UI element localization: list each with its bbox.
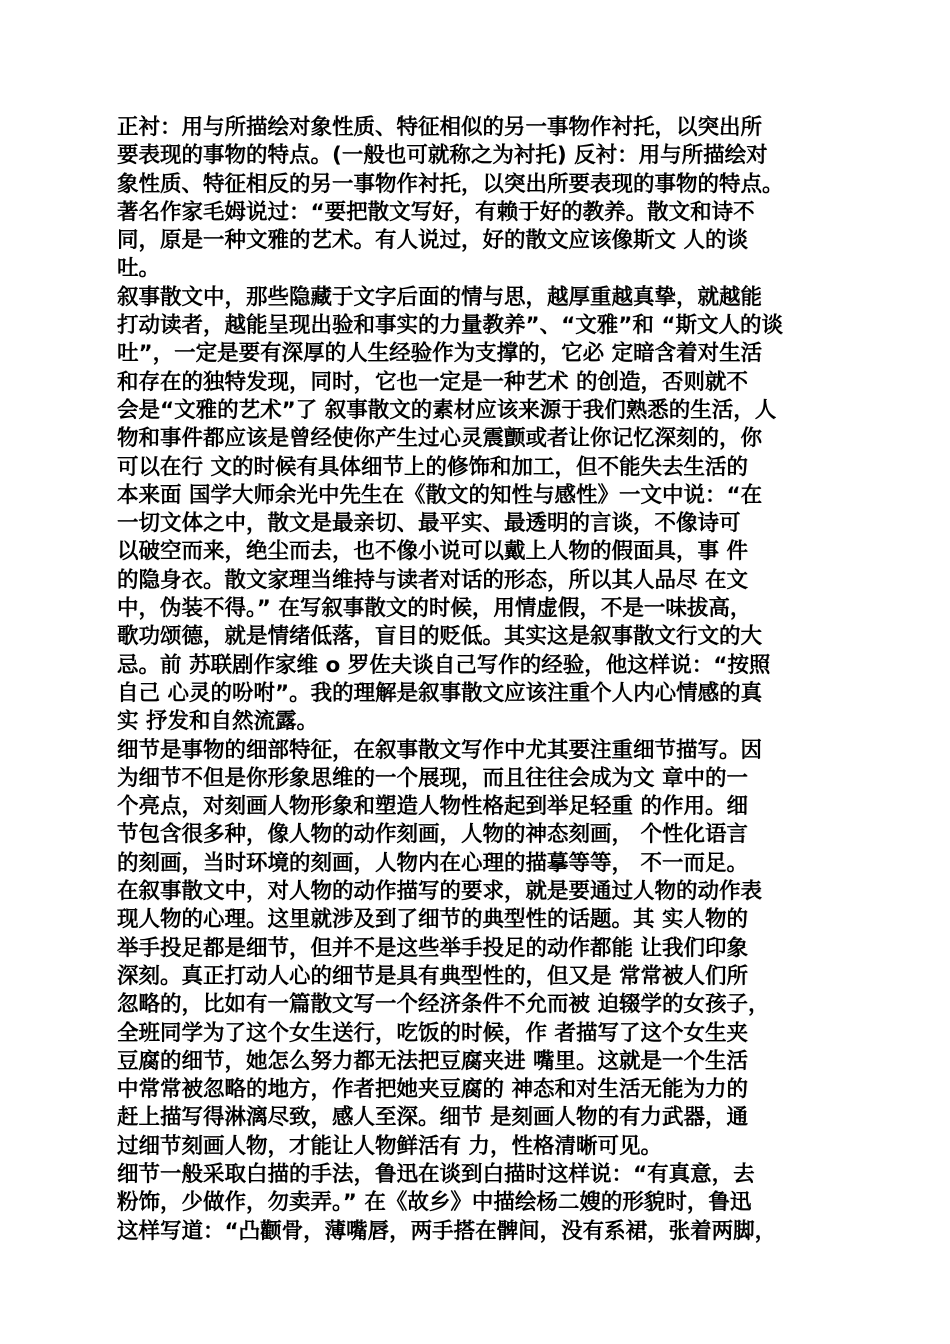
text-line: 吐。 bbox=[117, 256, 161, 282]
text-line: 和存在的独特发现，同时，它也一定是一种艺术 的创造，否则就不 bbox=[117, 369, 748, 395]
text-line: 赶上描写得淋漓尽致，感人至深。细节 是刻画人物的有力武器，通 bbox=[117, 1105, 748, 1131]
text-line: 实 抒发和自然流露。 bbox=[117, 709, 318, 735]
text-line: 个亮点，对刻画人物形象和塑造人物性格起到举足轻重 的作用。细 bbox=[117, 794, 748, 820]
text-line: 以破空而来，绝尘而去，也不像小说可以戴上人物的假面具，事 件 bbox=[117, 539, 748, 565]
text-line: 正衬：用与所描绘对象性质、特征相似的另一事物作衬托，以突出所 bbox=[117, 115, 763, 140]
text-line: 忽略的，比如有一篇散文写一个经济条件不允而被 迫辍学的女孩子， bbox=[117, 992, 770, 1018]
text-line: 著名作家毛姆说过：“要把散文写好，有赖于好的教养。散文和诗不 bbox=[117, 199, 755, 225]
text-line: 打动读者，越能呈现出验和事实的力量教养”、“文雅”和 “斯文人的谈 bbox=[117, 313, 784, 339]
text-line: 本来面 国学大师余光中先生在《散文的知性与感性》一文中说：“在 bbox=[117, 482, 763, 508]
text-line: 在叙事散文中，对人物的动作描写的要求，就是要通过人物的动作表 bbox=[117, 879, 763, 905]
text-line: 可以在行 文的时候有具体细节上的修饰和加工，但不能失去生活的 bbox=[117, 454, 748, 480]
text-line: 粉饰，少做作，勿卖弄。” 在《故乡》中描绘杨二嫂的形貌时，鲁迅 bbox=[117, 1190, 752, 1216]
text-line: 的刻画，当时环境的刻画，人物内在心理的描摹等等， 不一而足。 bbox=[117, 850, 748, 876]
text-line: 吐”，一定是要有深厚的人生经验作为支撑的，它必 定暗含着对生活 bbox=[117, 341, 763, 367]
text-line: 深刻。真正打动人心的细节是具有典型性的，但又是 常常被人们所 bbox=[117, 963, 748, 989]
text-line: 物和事件都应该是曾经使你产生过心灵震颤或者让你记忆深刻的，你 bbox=[117, 426, 763, 452]
text-line: 这样写道：“凸颧骨，薄嘴唇，两手搭在髀间，没有系裙，张着两脚， bbox=[117, 1218, 777, 1244]
text-line: 细节是事物的细部特征，在叙事散文写作中尤其要注重细节描写。因 bbox=[117, 737, 763, 763]
text-line: 叙事散文中，那些隐藏于文字后面的情与思，越厚重越真挚，就越能 bbox=[117, 284, 763, 310]
text-line: 为细节不但是你形象思维的一个展现，而且往往会成为文 章中的一 bbox=[117, 765, 748, 791]
text-line: 节包含很多种，像人物的动作刻画，人物的神态刻画， 个性化语言 bbox=[117, 822, 748, 848]
text-line: 举手投足都是细节，但并不是这些举手投足的动作都能 让我们印象 bbox=[117, 935, 748, 961]
text-line: 一切文体之中，散文是最亲切、最平实、最透明的言谈，不像诗可 bbox=[117, 511, 741, 537]
text-line: 同，原是一种文雅的艺术。有人说过，好的散文应该像斯文 人的谈 bbox=[117, 228, 748, 254]
text-line: 的隐身衣。散文家理当维持与读者对话的形态，所以其人品尽 在文 bbox=[117, 567, 748, 593]
text-line: 歌功颂德，就是情绪低落，盲目的贬低。其实这是叙事散文行文的大 bbox=[117, 624, 763, 650]
text-line: 过细节刻画人物，才能让人物鲜活有 力，性格清晰可见。 bbox=[117, 1133, 662, 1159]
text-line: 要表现的事物的特点。(一般也可就称之为衬托) 反衬：用与所描绘对 bbox=[117, 143, 768, 169]
text-line: 自己 心灵的吩咐”。我的理解是叙事散文应该注重个人内心情感的真 bbox=[117, 680, 763, 706]
text-line: 现人物的心理。这里就涉及到了细节的典型性的话题。其 实人物的 bbox=[117, 907, 748, 933]
text-line: 豆腐的细节，她怎么努力都无法把豆腐夹进 嘴里。这就是一个生活 bbox=[117, 1048, 748, 1074]
text-line: 中常常被忽略的地方，作者把她夹豆腐的 神态和对生活无能为力的 bbox=[117, 1077, 748, 1103]
text-line: 全班同学为了这个女生送行，吃饭的时候，作 者描写了这个女生夹 bbox=[117, 1020, 748, 1046]
text-line: 忌。前 苏联剧作家维 o 罗佐夫谈自己写作的经验，他这样说：“按照 bbox=[117, 652, 771, 678]
text-line: 会是“文雅的艺术”了 叙事散文的素材应该来源于我们熟悉的生活，人 bbox=[117, 397, 777, 423]
text-line: 细节一般采取白描的手法，鲁迅在谈到白描时这样说：“有真意，去 bbox=[117, 1161, 755, 1187]
body-text bbox=[117, 114, 847, 1246]
text-line: 象性质、特征相反的另一事物作衬托，以突出所要表现的事物的特点。 bbox=[117, 171, 784, 197]
text-line: 中，伪装不得。” 在写叙事散文的时候，用情虚假，不是一味拔高， bbox=[117, 596, 752, 622]
